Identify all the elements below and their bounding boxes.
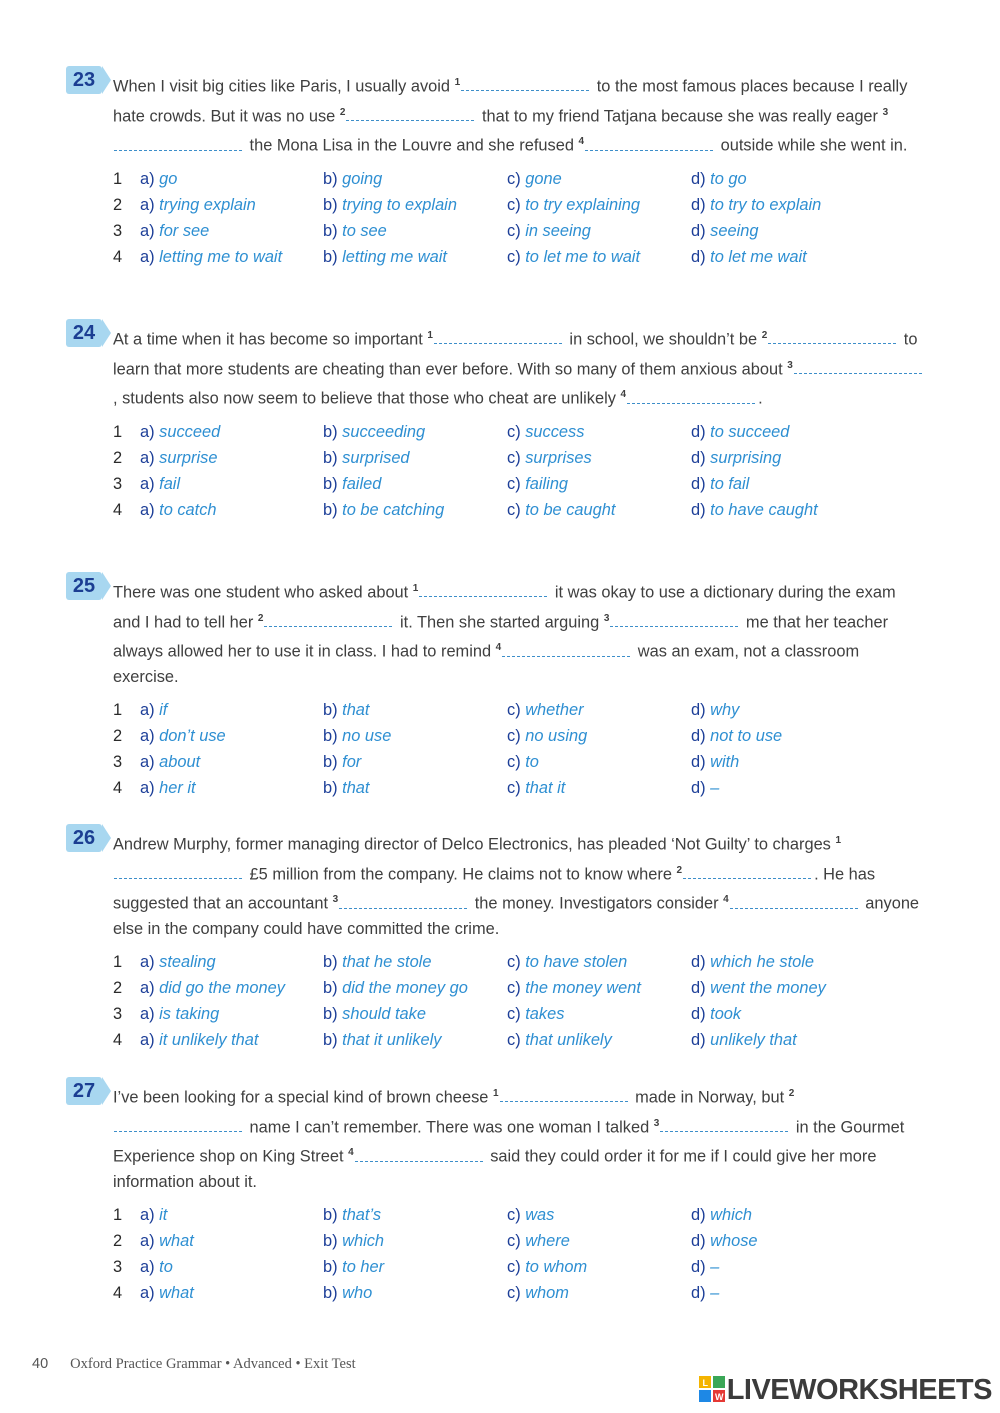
liveworksheets-logo-icon <box>699 1376 725 1410</box>
answer-gap-3[interactable] <box>610 611 738 627</box>
answer-gap-3[interactable] <box>339 893 467 909</box>
answer-gap-2[interactable] <box>683 863 811 879</box>
option-c[interactable]: c) in seeing <box>507 222 591 241</box>
answer-gap-3[interactable] <box>660 1116 788 1132</box>
answer-gap-1[interactable] <box>419 581 547 597</box>
option-b[interactable]: b) to her <box>323 1258 385 1277</box>
brand-text: LIVEWORKSHEETS <box>726 1374 992 1406</box>
question-26 <box>66 828 926 1053</box>
answer-gap-2[interactable] <box>768 328 896 344</box>
option-a[interactable]: a) is taking <box>140 1005 220 1024</box>
option-row: 1 a) go b) going c) gone d) to go <box>113 166 926 192</box>
option-a[interactable]: a) succeed <box>140 423 221 442</box>
footer-title: Oxford Practice Grammar • Advanced • Exit Test <box>70 1356 356 1372</box>
option-d[interactable]: d) seeing <box>691 222 759 241</box>
option-row: 3 a) to b) to her c) to whom d) – <box>113 1254 926 1280</box>
option-row: 4 a) to catch b) to be catching c) to be caught d) to have caught <box>113 497 926 523</box>
option-a[interactable]: a) her it <box>140 779 196 798</box>
option-c[interactable]: c) surprises <box>507 449 592 468</box>
option-a[interactable]: a) stealing <box>140 953 216 972</box>
option-b[interactable]: b) did the money go <box>323 979 468 998</box>
option-b[interactable]: b) to see <box>323 222 387 241</box>
answer-gap-4[interactable] <box>585 135 713 151</box>
svg-text:W: W <box>714 1392 723 1402</box>
option-a[interactable]: a) don’t use <box>140 727 226 746</box>
option-a[interactable]: a) letting me to wait <box>140 248 283 267</box>
question-number-badge: 24 <box>66 319 102 347</box>
option-a[interactable]: a) it <box>140 1206 168 1225</box>
option-c[interactable]: c) whether <box>507 701 584 720</box>
option-d[interactable]: d) – <box>691 779 720 798</box>
option-b[interactable]: b) that <box>323 701 370 720</box>
option-a[interactable]: a) for see <box>140 222 210 241</box>
option-b[interactable]: b) should take <box>323 1005 426 1024</box>
option-d[interactable]: d) to let me wait <box>691 248 807 267</box>
option-c[interactable]: c) that unlikely <box>507 1031 612 1050</box>
answer-gap-1[interactable] <box>500 1086 628 1102</box>
option-d[interactable]: d) to go <box>691 170 747 189</box>
answer-gap-2[interactable] <box>264 611 392 627</box>
option-b[interactable]: b) surprised <box>323 449 410 468</box>
option-c[interactable]: c) success <box>507 423 585 442</box>
answer-options <box>113 1202 926 1306</box>
option-c[interactable]: c) gone <box>507 170 562 189</box>
option-d[interactable]: d) to fail <box>691 475 750 494</box>
option-b[interactable]: b) failed <box>323 475 382 494</box>
answer-gap-4[interactable] <box>730 893 858 909</box>
question-23 <box>66 70 926 270</box>
option-row: 1 a) succeed b) succeeding c) success d) to succeed <box>113 419 926 445</box>
option-row: 4 a) it unlikely that b) that it unlikely c) that unlikely d) unlikely that <box>113 1027 926 1053</box>
question-number-badge: 26 <box>66 824 102 852</box>
option-b[interactable]: b) which <box>323 1232 385 1251</box>
option-d[interactable]: d) not to use <box>691 727 783 746</box>
option-d[interactable]: d) unlikely that <box>691 1031 797 1050</box>
option-d[interactable]: d) – <box>691 1284 720 1303</box>
answer-options <box>113 419 926 523</box>
option-d[interactable]: d) to try to explain <box>691 196 822 215</box>
option-c[interactable]: c) to be caught <box>507 501 616 520</box>
option-b[interactable]: b) going <box>323 170 383 189</box>
option-row: 3 a) is taking b) should take c) takes d) took <box>113 1001 926 1027</box>
question-passage: At a time when it has become so important $^1$ in school, we shouldn’t be $^2$ to learn that more students are cheating than ever before. With so many of them anxious about $^3$, students also now seem to believe that those who cheat are unlikely $^4$ . <box>113 323 926 412</box>
option-a[interactable]: a) surprise <box>140 449 218 468</box>
option-c[interactable]: c) failing <box>507 475 569 494</box>
answer-gap-4[interactable] <box>502 641 630 657</box>
option-row: 3 a) for see b) to see c) in seeing d) seeing <box>113 218 926 244</box>
option-d[interactable]: d) why <box>691 701 740 720</box>
option-b[interactable]: b) to be catching <box>323 501 445 520</box>
option-c[interactable]: c) whom <box>507 1284 569 1303</box>
option-c[interactable]: c) that it <box>507 779 566 798</box>
option-a[interactable]: a) trying explain <box>140 196 256 215</box>
option-row: 3 a) fail b) failed c) failing d) to fail <box>113 471 926 497</box>
page-number: 40 <box>32 1356 49 1372</box>
question-25 <box>66 576 926 801</box>
option-row: 1 a) stealing b) that he stole c) to have stolen d) which he stole <box>113 949 926 975</box>
option-c[interactable]: c) takes <box>507 1005 565 1024</box>
question-passage: When I visit big cities like Paris, I usually avoid $^1$ to the most famous places because I really hate crowds. But it was no use $^2$ that to my friend Tatjana because she was really eager $^3$ the Mona Lisa in the Louvre and she refused $^4$ outside while she went in. <box>113 77 908 155</box>
question-number-badge: 27 <box>66 1077 102 1105</box>
option-d[interactable]: d) – <box>691 1258 720 1277</box>
option-row: 1 a) it b) that’s c) was d) which <box>113 1202 926 1228</box>
question-number-badge: 23 <box>66 66 102 94</box>
option-d[interactable]: d) to have caught <box>691 501 818 520</box>
answer-gap-1[interactable] <box>461 75 589 91</box>
question-27 <box>66 1081 926 1306</box>
option-d[interactable]: d) which <box>691 1206 753 1225</box>
option-row: 4 a) what b) who c) whom d) – <box>113 1280 926 1306</box>
option-row: 2 a) what b) which c) where d) whose <box>113 1228 926 1254</box>
option-row: 1 a) if b) that c) whether d) why <box>113 697 926 723</box>
question-number-badge: 25 <box>66 572 102 600</box>
option-b[interactable]: b) no use <box>323 727 392 746</box>
option-c[interactable]: c) to have stolen <box>507 953 628 972</box>
option-row: 2 a) surprise b) surprised c) surprises d) surprising <box>113 445 926 471</box>
option-d[interactable]: d) which he stole <box>691 953 815 972</box>
option-c[interactable]: c) to <box>507 753 539 772</box>
answer-gap-4[interactable] <box>627 388 755 404</box>
question-passage: I’ve been looking for a special kind of brown cheese $^1$ made in Norway, but $^2$ name I can’t remember. There was one woman I talked $^3$ in the Gourmet Experience shop on King Street $^4$ said they could order it for me if I could give her more information about it. <box>113 1088 905 1192</box>
question-passage: Andrew Murphy, former managing director of Delco Electronics, has pleaded ‘Not Guilty’ to charges $^1$ £5 million from the company. He claims not to know where $^2$ . He has suggested that an accountant $^3$ the money. Investigators consider $^4$ anyone else in the company could have committed the crime. <box>113 835 920 939</box>
answer-gap-3[interactable] <box>794 358 922 374</box>
option-a[interactable]: a) fail <box>140 475 181 494</box>
svg-text:L: L <box>702 1378 708 1388</box>
option-b[interactable]: b) that it unlikely <box>323 1031 442 1050</box>
option-row: 4 a) letting me to wait b) letting me wait c) to let me to wait d) to let me wait <box>113 244 926 270</box>
option-row: 3 a) about b) for c) to d) with <box>113 749 926 775</box>
option-c[interactable]: c) the money went <box>507 979 641 998</box>
option-a[interactable]: a) to catch <box>140 501 217 520</box>
option-a[interactable]: a) what <box>140 1284 194 1303</box>
option-d[interactable]: d) went the money <box>691 979 826 998</box>
option-d[interactable]: d) with <box>691 753 740 772</box>
option-c[interactable]: c) to whom <box>507 1258 588 1277</box>
option-c[interactable]: c) was <box>507 1206 555 1225</box>
answer-gap-1[interactable] <box>114 863 242 879</box>
option-a[interactable]: a) if <box>140 701 168 720</box>
option-c[interactable]: c) to try explaining <box>507 196 641 215</box>
option-b[interactable]: b) who <box>323 1284 373 1303</box>
option-b[interactable]: b) that’s <box>323 1206 382 1225</box>
option-d[interactable]: d) took <box>691 1005 742 1024</box>
option-d[interactable]: d) to succeed <box>691 423 790 442</box>
answer-options <box>113 949 926 1053</box>
option-a[interactable]: a) it unlikely that <box>140 1031 259 1050</box>
option-b[interactable]: b) for <box>323 753 362 772</box>
option-row: 2 a) trying explain b) trying to explain c) to try explaining d) to try to explain <box>113 192 926 218</box>
option-d[interactable]: d) surprising <box>691 449 782 468</box>
answer-options <box>113 166 926 270</box>
answer-gap-3[interactable] <box>114 135 242 151</box>
option-b[interactable]: b) letting me wait <box>323 248 447 267</box>
option-a[interactable]: a) to <box>140 1258 173 1277</box>
option-row: 2 a) don’t use b) no use c) no using d) not to use <box>113 723 926 749</box>
page-footer <box>32 1356 356 1373</box>
question-24 <box>66 323 926 523</box>
option-d[interactable]: d) whose <box>691 1232 758 1251</box>
answer-gap-4[interactable] <box>355 1146 483 1162</box>
option-a[interactable]: a) did go the money <box>140 979 285 998</box>
answer-gap-2[interactable] <box>346 105 474 121</box>
option-c[interactable]: c) to let me to wait <box>507 248 641 267</box>
option-b[interactable]: b) that <box>323 779 370 798</box>
question-passage: There was one student who asked about $^1$ it was okay to use a dictionary during the exam and I had to tell her $^2$ it. Then she started arguing $^3$ me that her teacher always allowed her to use it in class. I had to remind $^4$ was an exam, not a classroom exercise. <box>113 583 896 687</box>
answer-gap-1[interactable] <box>434 328 562 344</box>
option-b[interactable]: b) succeeding <box>323 423 426 442</box>
option-b[interactable]: b) that he stole <box>323 953 432 972</box>
liveworksheets-brand <box>699 1374 992 1410</box>
option-c[interactable]: c) where <box>507 1232 570 1251</box>
answer-gap-2[interactable] <box>114 1116 242 1132</box>
answer-options <box>113 697 926 801</box>
option-row: 2 a) did go the money b) did the money go c) the money went d) went the money <box>113 975 926 1001</box>
option-a[interactable]: a) what <box>140 1232 194 1251</box>
option-c[interactable]: c) no using <box>507 727 588 746</box>
option-row: 4 a) her it b) that c) that it d) – <box>113 775 926 801</box>
option-a[interactable]: a) go <box>140 170 178 189</box>
option-a[interactable]: a) about <box>140 753 201 772</box>
option-b[interactable]: b) trying to explain <box>323 196 457 215</box>
